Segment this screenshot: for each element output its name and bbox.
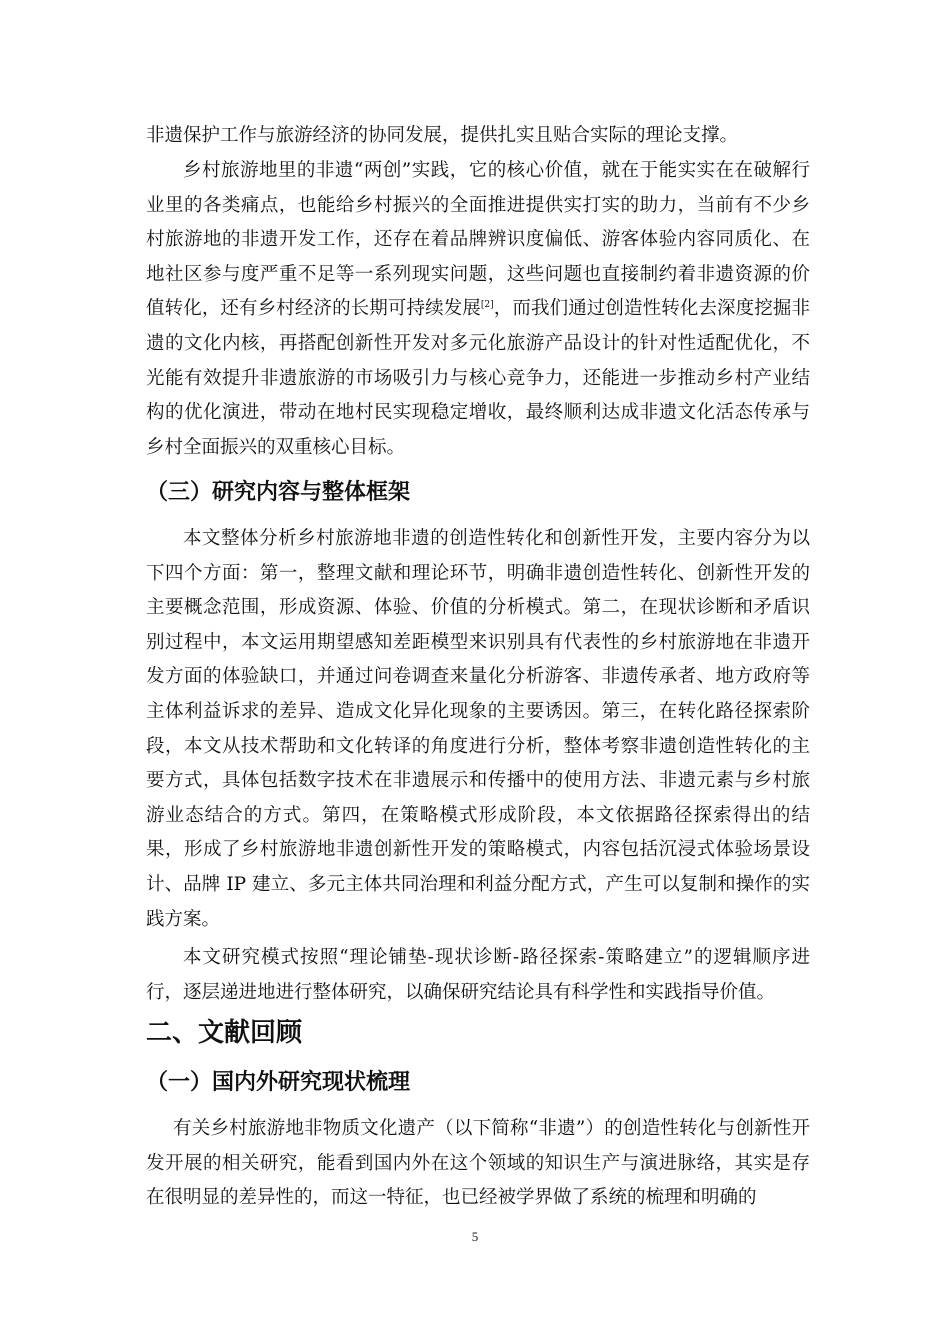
paragraph-text: 本文研究模式按照“理论铺垫-现状诊断-路径探索-策略建立”的逻辑顺序进行，逐层递进地进行整体研究，以确保研究结论具有科学性和实践指导价值。 <box>146 947 810 1003</box>
paragraph-core-value <box>146 154 810 465</box>
paragraph-text: 有关乡村旅游地非物质文化遗产（以下简称“非遗”）的创造性转化与创新性开发开展的相关研究，能看到国内外在这个领域的知识生产与演进脉络，其实是存在很明显的差异性的，而这一特征，也已经被学界做了系统的梳理和明确的 <box>146 1118 810 1209</box>
paragraph-research-content <box>146 522 810 937</box>
paragraph-literature-intro <box>146 1112 810 1216</box>
section-heading-research-content: （三）研究内容与整体框架 <box>146 480 411 505</box>
paragraph-text: 乡村旅游地里的非遗“两创”实践，它的核心价值，就在于能实实在在破解行业里的各类痛点，也能给乡村振兴的全面推进提供实打实的助力，当前有不少乡村旅游地的非遗开发工作，还存在着品牌辨识度偏低、游客体验内容同质化、在地社区参与度严重不足等一系列现实问题，这些问题也直接制约着非遗资源的价值转化，还有乡村经济的长期可持续发展 <box>146 160 810 320</box>
section-heading-research-status: （一）国内外研究现状梳理 <box>146 1070 411 1095</box>
citation-reference[interactable]: [2] <box>480 300 494 311</box>
page-number: 5 <box>471 1229 479 1244</box>
chapter-heading-literature-review: 二、文献回顾 <box>146 1018 303 1048</box>
paragraph-text: 非遗保护工作与旅游经济的协同发展，提供扎实且贴合实际的理论支撑。 <box>146 125 739 146</box>
paragraph-research-model <box>146 941 810 1010</box>
paragraph-continued <box>146 119 810 154</box>
paragraph-text: ，而我们通过创造性转化去深度挖掘非遗的文化内核，再搭配创新性开发对多元化旅游产品设计的针对性适配优化，不光能有效提升非遗旅游的市场吸引力与核心竞争力，还能进一步推动乡村产业结构的优化演进，带动在地村民实现稳定增收，最终顺利达成非遗文化活态传承与乡村全面振兴的双重核心目标。 <box>146 298 810 458</box>
paragraph-text: 本文整体分析乡村旅游地非遗的创造性转化和创新性开发，主要内容分为以下四个方面：第一，整理文献和理论环节，明确非遗创造性转化、创新性开发的主要概念范围，形成资源、体验、价值的分析模式。第二，在现状诊断和矛盾识别过程中，本文运用期望感知差距模型来识别具有代表性的乡村旅游地在非遗开发方面的体验缺口，并通过问卷调查来量化分析游客、非遗传承者、地方政府等主体利益诉求的差异、造成文化异化现象的主要诱因。第三，在转化路径探索阶段，本文从技术帮助和文化转译的角度进行分析，整体考察非遗创造性转化的主要方式，具体包括数字技术在非遗展示和传播中的使用方法、非遗元素与乡村旅游业态结合的方式。第四，在策略模式形成阶段，本文依据路径探索得出的结果，形成了乡村旅游地非遗创新性开发的策略模式，内容包括沉浸式体验场景设计、品牌 IP 建立、多元主体共同治理和利益分配方式，产生可以复制和操作的实践方案。 <box>146 528 810 930</box>
